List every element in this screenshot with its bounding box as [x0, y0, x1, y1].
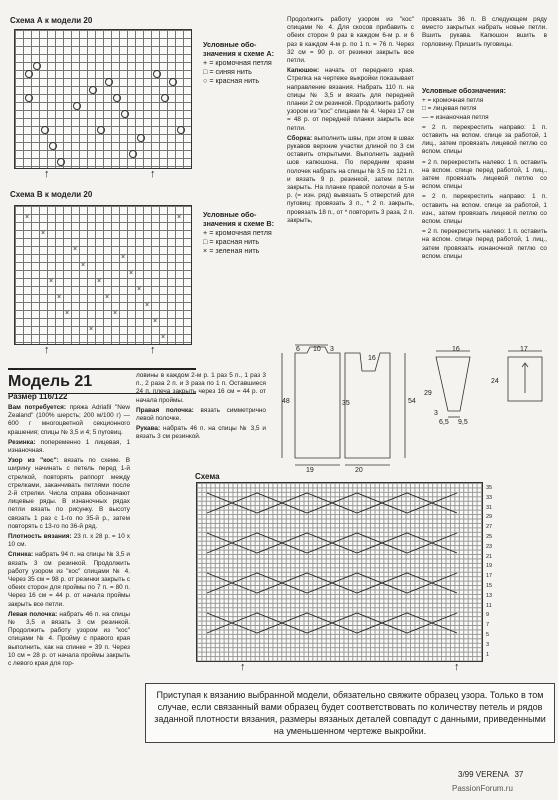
legend-item: + = кромочная петля — [203, 228, 272, 237]
dimension-label: 17 — [520, 346, 528, 353]
section-text: вязать симметрично левой полочке. — [136, 406, 266, 423]
legend-item: × = зеленая нить — [203, 246, 260, 255]
section-text: Продолжить работу узором из "кос" спицами № 4. Для скосов прибавить с обеих сторон 9 раз в каждом 6-м р. и 6 раз в каждом 4-м р. по 1 п. = 76 п. Через 32 см = 90 р. от резинки закрыть все петли. — [287, 16, 414, 65]
section-text: выполнить швы, при этом в швах рукавов верхние участки длиной по 3 см оставить открытыми. Выполнить задний шов капюшона. По передним краям полочек набрать на спицы № 3,5 по 121 п. и вязать 9 р. резинкой, затем петли закрыть. На планке правой полочки в 5-м р. (= изн. ряд) вывязать 5 отверстий для пуговиц: провязать 3 п., * 2 п. закрыть, провязать 18 п., от * повторить 3 раза, 2 п. закрыть, — [287, 134, 414, 224]
legend-item: = 2 п. перекрестить направо: 1 п. оставить на вспом. спице за работой, 1 лиц., затем провязать лицевой петлю со вспом. спицы — [422, 123, 547, 156]
scheme21-grid — [196, 482, 483, 662]
scheme-a-title: Схема А к модели 20 — [10, 16, 93, 25]
section-heading: Правая полочка: — [136, 406, 194, 414]
legend-item: □ = красная нить — [203, 237, 260, 246]
dimension-label: 29 — [424, 390, 432, 397]
legend-item: = 2 п. перекрестить направо: 1 п. оставить на вспом. спице за работой, 1 изн., затем провязать лицевой петлю со вспом. спицы — [422, 193, 547, 226]
model-size: Размер 116/122 — [8, 392, 68, 401]
scheme-b-grid: × × × × × × × × × × × × × × × × × × — [14, 205, 192, 345]
row-number: 1 — [486, 651, 490, 658]
scheme-a-grid — [14, 29, 192, 169]
section-heading: Плотность вязания: — [8, 533, 72, 541]
arrow-up-icon: ↑ — [240, 661, 246, 673]
row-number: 33 — [486, 494, 493, 501]
row-number: 27 — [486, 524, 493, 531]
legend-item: + = кромочная петля — [203, 58, 272, 67]
section-heading: Спинка: — [8, 551, 34, 559]
row-number: 15 — [486, 583, 493, 589]
arrow-up-icon: ↑ — [150, 344, 156, 356]
legend-item: + = кромочная петля — [422, 97, 484, 105]
section-text: начать от переднего края. Стрелка на чертеже выкройки показывает направление вязания. Набрать 110 п. на спицы № 3,5 и вязать для передней планки 2 см резинкой. Продолжить работу узором из "кос" спицами № 4. Через 17 см = 48 р. от передней планки закрыть все петли. — [287, 67, 414, 132]
legend-item: □ = лицевая петля — [422, 105, 477, 113]
legend-item: ○ = красная нить — [203, 76, 260, 85]
gauge-notice-box — [145, 683, 555, 743]
section-text: провязать 36 п. В следующем ряду вместо закрытых набрать новые петли. Вшить рукава. Капюшон вшить в горловину. Пришить пуговицы. — [422, 16, 547, 48]
dimension-label: 54 — [408, 398, 416, 405]
page-number: 37 — [514, 770, 524, 779]
body-pattern-diagram — [280, 343, 430, 473]
row-number: 3 — [486, 641, 490, 648]
row-number: 19 — [486, 563, 493, 570]
row-number: 17 — [486, 573, 493, 580]
row-number: 31 — [486, 504, 493, 511]
watermark: PassionForum.ru — [452, 784, 513, 793]
arrow-up-icon: ↑ — [44, 168, 50, 180]
instructions-column-3 — [287, 16, 414, 225]
section-text: ловины в каждом 2-м р. 1 раз 5 п., 1 раз 3 п., 2 раза 2 п. и 3 раза по 1 п. Оставшиеся 24 п. плеча закрыть через 16 см = 44 р. от начала проймы. — [136, 372, 266, 404]
legend-title: Условные обо-значения к схеме В: — [203, 210, 274, 228]
row-number: 35 — [486, 485, 493, 491]
instructions-column-2 — [136, 372, 266, 442]
arrow-up-icon: ↑ — [150, 168, 156, 180]
legend-item: = 2 п. перекрестить налево: 1 п. оставить на вспом. спице перед работой, 1 лиц., затем провязать лицевой петлю со вспом. спицы — [422, 158, 547, 191]
dimension-label: 19 — [306, 467, 314, 474]
dimension-label: 9,5 — [458, 419, 468, 426]
section-heading: Рукава: — [136, 425, 161, 433]
section-heading: Левая полочка: — [8, 610, 58, 618]
dimension-label: 3 — [330, 346, 334, 353]
dimension-label: 48 — [282, 398, 290, 405]
section-text: попеременно 1 лицевая, 1 изнаночная. — [8, 438, 130, 455]
model21-legend — [422, 88, 547, 261]
dimension-label: 20 — [355, 467, 363, 474]
section-text: набрать 46 п. на спицы № 3,5 и вязать 3 см резинкой. Продолжить работу узором из "кос" спицами № 4. Пройму с правого края выполнить, как на спинке = 39 п. Через 10 см = 28 р. от начала проймы закрыть с левого края для гор- — [8, 610, 130, 668]
row-number: 21 — [486, 553, 493, 560]
dimension-label: 35 — [342, 400, 350, 407]
dimension-label: 16 — [368, 355, 376, 362]
row-number: 5 — [486, 632, 490, 638]
section-text: 23 п. х 28 р. = 10 х 10 см. — [8, 533, 130, 549]
row-number: 9 — [486, 612, 490, 619]
scheme21-title: Схема — [195, 472, 220, 481]
row-number: 7 — [486, 622, 490, 629]
instructions-column-1 — [8, 404, 130, 668]
row-number: 11 — [486, 602, 492, 609]
row-number: 23 — [486, 543, 493, 550]
legend-title: Условные обозначения: — [422, 88, 506, 95]
issue-label: 3/99 VERENA — [458, 770, 509, 779]
section-heading: Капюшон: — [287, 67, 320, 75]
dimension-label: 16 — [452, 346, 460, 353]
section-text: набрать 46 п. на спицы № 3,5 и вязать 3 см резинкой. — [136, 425, 266, 441]
scheme-a-legend — [203, 40, 278, 85]
section-heading: Резинка: — [8, 438, 36, 446]
instructions-column-4 — [422, 16, 547, 53]
legend-item: — = изнаночная петля — [422, 113, 489, 121]
arrow-up-icon: ↑ — [454, 661, 460, 673]
legend-item: □ = синяя нить — [203, 67, 252, 76]
dimension-label: 6,5 — [439, 419, 449, 426]
scheme-b-legend — [203, 210, 278, 255]
section-heading: Сборка: — [287, 134, 313, 142]
dimension-label: 6 — [296, 346, 300, 353]
section-text: вязать по схеме. В ширину начинать с петель перед 1-й стрелкой, повторять раппорт между стрелками, заканчивать петлями после 2-й стрелки. Числа справа обозначают лицевые ряды. В изнаночных рядах петли вязать по рисунку. В высоту связать 1 раз с 1-го по 35-й р., затем повторять с 13-го по 36-й ряд. — [8, 457, 130, 530]
row-number: 13 — [486, 592, 493, 599]
sleeve-pattern-diagram — [430, 343, 500, 423]
dimension-label: 3 — [434, 410, 438, 417]
arrow-up-icon: ↑ — [44, 344, 50, 356]
scheme-b-title: Схема В к модели 20 — [10, 190, 93, 199]
notice-text: Приступая к вязанию выбранной модели, обязательно свяжите образец узора. Только в том случае, если связанный вами образец будет соответствовать по количеству петель и рядов заданной плотности вязания, размеры вязаных деталей совпадут с данными, приведенными на уменьшенном чертеже выкройки. — [154, 690, 546, 736]
dimension-label: 24 — [491, 378, 499, 385]
section-heading: Вам потребуется: — [8, 404, 66, 411]
legend-title: Условные обо-значения к схеме А: — [203, 40, 274, 58]
section-heading: Узор из "кос": — [8, 457, 59, 465]
row-number: 25 — [486, 534, 493, 540]
page-footer — [458, 770, 523, 779]
section-text: набрать 94 п. на спицы № 3,5 и вязать 3 см резинкой. Продолжить работу узором из "кос" спицами № 4. Через 35 см = 98 р. от резинки закрыть с обеих сторон для проймы по 7 п. = 80 п. Через 16 см = 44 р. от начала проймы закрыть все петли. — [8, 551, 130, 608]
dimension-label: 10 — [313, 346, 321, 353]
model-title: Модель 21 — [8, 373, 93, 390]
legend-item: = 2 п. перекрестить налево: 1 п. оставить на вспом. спице перед работой, 1 лиц., затем провязать изнаночной петлю со вспом. спицы — [422, 228, 547, 260]
section-text: пряжа Adriafil "New Zealand" (100% шерсть; 200 м/100 г) — 600 г многоцветной секционного крашения; спицы № 3,5 и 4; 5 пуговиц. — [8, 404, 130, 436]
row-number: 29 — [486, 514, 493, 521]
